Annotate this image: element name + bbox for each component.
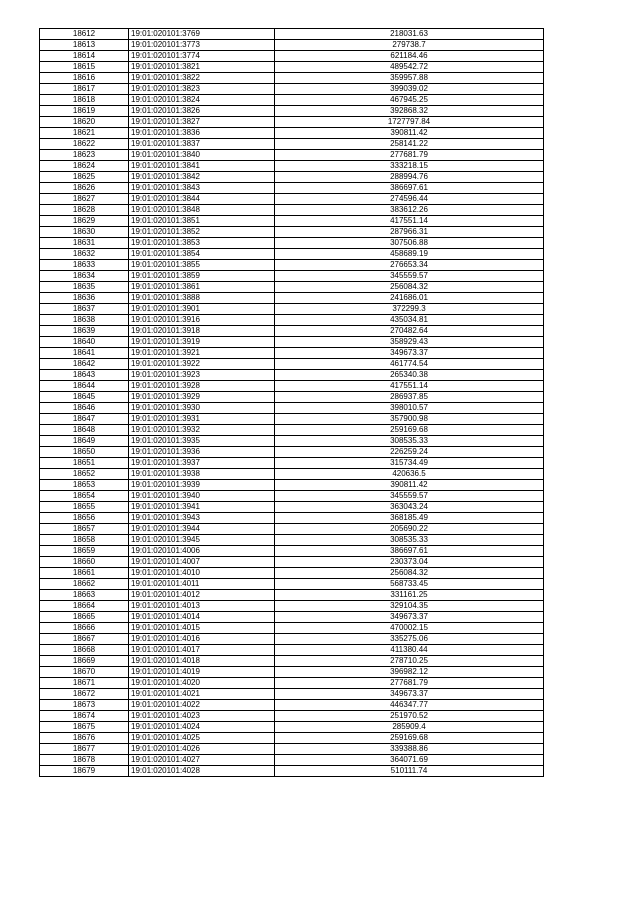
row-number-cell: 18621 <box>40 128 129 139</box>
cadastral-value-cell: 331161.25 <box>275 590 544 601</box>
cadastral-value-cell: 345559.57 <box>275 271 544 282</box>
row-number-cell: 18645 <box>40 392 129 403</box>
table-row <box>40 447 544 458</box>
cadastral-number-cell: 19:01:020101:3940 <box>129 491 275 502</box>
row-number-cell: 18618 <box>40 95 129 106</box>
row-number-cell: 18644 <box>40 381 129 392</box>
table-row <box>40 612 544 623</box>
cadastral-value-cell: 399039.02 <box>275 84 544 95</box>
row-number-cell: 18656 <box>40 513 129 524</box>
row-number-cell: 18625 <box>40 172 129 183</box>
cadastral-value-cell: 339388.86 <box>275 744 544 755</box>
cadastral-value-cell: 372299.3 <box>275 304 544 315</box>
cadastral-value-cell: 251970.52 <box>275 711 544 722</box>
cadastral-number-cell: 19:01:020101:3930 <box>129 403 275 414</box>
row-number-cell: 18624 <box>40 161 129 172</box>
cadastral-number-cell: 19:01:020101:3901 <box>129 304 275 315</box>
table-row <box>40 194 544 205</box>
table-row <box>40 40 544 51</box>
cadastral-number-cell: 19:01:020101:3837 <box>129 139 275 150</box>
cadastral-value-cell: 226259.24 <box>275 447 544 458</box>
row-number-cell: 18677 <box>40 744 129 755</box>
cadastral-value-cell: 285909.4 <box>275 722 544 733</box>
row-number-cell: 18670 <box>40 667 129 678</box>
table-row <box>40 656 544 667</box>
cadastral-number-cell: 19:01:020101:4021 <box>129 689 275 700</box>
cadastral-value-cell: 335275.06 <box>275 634 544 645</box>
table-row <box>40 238 544 249</box>
cadastral-value-cell: 265340.38 <box>275 370 544 381</box>
cadastral-value-cell: 411380.44 <box>275 645 544 656</box>
table-row <box>40 546 544 557</box>
row-number-cell: 18637 <box>40 304 129 315</box>
row-number-cell: 18628 <box>40 205 129 216</box>
cadastral-number-cell: 19:01:020101:4025 <box>129 733 275 744</box>
table-row <box>40 733 544 744</box>
cadastral-value-cell: 308535.33 <box>275 436 544 447</box>
table-row <box>40 150 544 161</box>
cadastral-value-cell: 470002.15 <box>275 623 544 634</box>
table-row <box>40 645 544 656</box>
cadastral-number-cell: 19:01:020101:3941 <box>129 502 275 513</box>
cadastral-number-cell: 19:01:020101:3836 <box>129 128 275 139</box>
row-number-cell: 18633 <box>40 260 129 271</box>
row-number-cell: 18632 <box>40 249 129 260</box>
cadastral-value-cell: 363043.24 <box>275 502 544 513</box>
table-row <box>40 381 544 392</box>
cadastral-number-cell: 19:01:020101:3932 <box>129 425 275 436</box>
table-row <box>40 491 544 502</box>
cadastral-number-cell: 19:01:020101:3822 <box>129 73 275 84</box>
row-number-cell: 18617 <box>40 84 129 95</box>
table-row <box>40 172 544 183</box>
row-number-cell: 18635 <box>40 282 129 293</box>
cadastral-number-cell: 19:01:020101:3821 <box>129 62 275 73</box>
row-number-cell: 18654 <box>40 491 129 502</box>
row-number-cell: 18629 <box>40 216 129 227</box>
cadastral-number-cell: 19:01:020101:4028 <box>129 766 275 777</box>
row-number-cell: 18640 <box>40 337 129 348</box>
row-number-cell: 18623 <box>40 150 129 161</box>
cadastral-value-cell: 398010.57 <box>275 403 544 414</box>
cadastral-value-cell: 308535.33 <box>275 535 544 546</box>
row-number-cell: 18669 <box>40 656 129 667</box>
cadastral-number-cell: 19:01:020101:4014 <box>129 612 275 623</box>
table-row <box>40 601 544 612</box>
cadastral-value-cell: 286937.85 <box>275 392 544 403</box>
cadastral-number-cell: 19:01:020101:4023 <box>129 711 275 722</box>
row-number-cell: 18659 <box>40 546 129 557</box>
row-number-cell: 18626 <box>40 183 129 194</box>
row-number-cell: 18638 <box>40 315 129 326</box>
table-row <box>40 667 544 678</box>
row-number-cell: 18661 <box>40 568 129 579</box>
cadastral-value-cell: 458689.19 <box>275 249 544 260</box>
cadastral-value-cell: 396982.12 <box>275 667 544 678</box>
cadastral-value-cell: 277681.79 <box>275 150 544 161</box>
cadastral-value-cell: 329104.35 <box>275 601 544 612</box>
cadastral-number-cell: 19:01:020101:3827 <box>129 117 275 128</box>
cadastral-value-cell: 349673.37 <box>275 689 544 700</box>
cadastral-number-cell: 19:01:020101:4012 <box>129 590 275 601</box>
row-number-cell: 18655 <box>40 502 129 513</box>
table-row <box>40 359 544 370</box>
cadastral-number-cell: 19:01:020101:4011 <box>129 579 275 590</box>
cadastral-value-cell: 383612.26 <box>275 205 544 216</box>
cadastral-number-cell: 19:01:020101:4022 <box>129 700 275 711</box>
row-number-cell: 18616 <box>40 73 129 84</box>
cadastral-number-cell: 19:01:020101:3842 <box>129 172 275 183</box>
cadastral-value-cell: 315734.49 <box>275 458 544 469</box>
table-row <box>40 216 544 227</box>
table-row <box>40 348 544 359</box>
cadastral-value-cell: 621184.46 <box>275 51 544 62</box>
cadastral-value-cell: 357900.98 <box>275 414 544 425</box>
table-row <box>40 535 544 546</box>
row-number-cell: 18657 <box>40 524 129 535</box>
cadastral-value-cell: 270482.64 <box>275 326 544 337</box>
table-row <box>40 73 544 84</box>
cadastral-number-cell: 19:01:020101:4015 <box>129 623 275 634</box>
cadastral-number-cell: 19:01:020101:4018 <box>129 656 275 667</box>
table-row <box>40 370 544 381</box>
cadastral-number-cell: 19:01:020101:3852 <box>129 227 275 238</box>
table-row <box>40 623 544 634</box>
cadastral-value-cell: 435034.81 <box>275 315 544 326</box>
cadastral-number-cell: 19:01:020101:3923 <box>129 370 275 381</box>
cadastral-value-cell: 259169.68 <box>275 733 544 744</box>
cadastral-number-cell: 19:01:020101:3848 <box>129 205 275 216</box>
cadastral-number-cell: 19:01:020101:3855 <box>129 260 275 271</box>
table-row <box>40 117 544 128</box>
cadastral-value-cell: 288994.76 <box>275 172 544 183</box>
row-number-cell: 18668 <box>40 645 129 656</box>
cadastral-number-cell: 19:01:020101:3841 <box>129 161 275 172</box>
table-row <box>40 568 544 579</box>
cadastral-number-cell: 19:01:020101:3935 <box>129 436 275 447</box>
row-number-cell: 18672 <box>40 689 129 700</box>
cadastral-number-cell: 19:01:020101:4020 <box>129 678 275 689</box>
cadastral-value-cell: 333218.15 <box>275 161 544 172</box>
table-row <box>40 458 544 469</box>
row-number-cell: 18627 <box>40 194 129 205</box>
row-number-cell: 18647 <box>40 414 129 425</box>
table-row <box>40 722 544 733</box>
table-row <box>40 84 544 95</box>
row-number-cell: 18665 <box>40 612 129 623</box>
row-number-cell: 18651 <box>40 458 129 469</box>
cadastral-value-cell: 276653.34 <box>275 260 544 271</box>
cadastral-value-cell: 241686.01 <box>275 293 544 304</box>
cadastral-number-cell: 19:01:020101:3774 <box>129 51 275 62</box>
table-row <box>40 513 544 524</box>
table-row <box>40 293 544 304</box>
cadastral-value-cell: 358929.43 <box>275 337 544 348</box>
table-row <box>40 205 544 216</box>
cadastral-number-cell: 19:01:020101:3918 <box>129 326 275 337</box>
cadastral-value-cell: 349673.37 <box>275 348 544 359</box>
table-row <box>40 524 544 535</box>
table-row <box>40 315 544 326</box>
row-number-cell: 18648 <box>40 425 129 436</box>
row-number-cell: 18613 <box>40 40 129 51</box>
cadastral-number-cell: 19:01:020101:3859 <box>129 271 275 282</box>
cadastral-value-cell: 568733.45 <box>275 579 544 590</box>
cadastral-number-cell: 19:01:020101:3888 <box>129 293 275 304</box>
cadastral-value-cell: 489542.72 <box>275 62 544 73</box>
cadastral-number-cell: 19:01:020101:4010 <box>129 568 275 579</box>
table-row <box>40 414 544 425</box>
cadastral-number-cell: 19:01:020101:3944 <box>129 524 275 535</box>
table-row <box>40 590 544 601</box>
table-row <box>40 227 544 238</box>
cadastral-number-cell: 19:01:020101:3861 <box>129 282 275 293</box>
row-number-cell: 18641 <box>40 348 129 359</box>
row-number-cell: 18666 <box>40 623 129 634</box>
row-number-cell: 18660 <box>40 557 129 568</box>
table-row <box>40 260 544 271</box>
cadastral-number-cell: 19:01:020101:3931 <box>129 414 275 425</box>
row-number-cell: 18612 <box>40 29 129 40</box>
row-number-cell: 18664 <box>40 601 129 612</box>
cadastral-value-cell: 392868.32 <box>275 106 544 117</box>
row-number-cell: 18662 <box>40 579 129 590</box>
table-row <box>40 700 544 711</box>
cadastral-number-cell: 19:01:020101:3938 <box>129 469 275 480</box>
cadastral-value-cell: 510111.74 <box>275 766 544 777</box>
cadastral-value-cell: 390811.42 <box>275 480 544 491</box>
table-row <box>40 161 544 172</box>
cadastral-value-table <box>39 28 544 777</box>
cadastral-number-cell: 19:01:020101:3823 <box>129 84 275 95</box>
table-row <box>40 766 544 777</box>
cadastral-value-cell: 278710.25 <box>275 656 544 667</box>
table-row <box>40 480 544 491</box>
row-number-cell: 18642 <box>40 359 129 370</box>
row-number-cell: 18639 <box>40 326 129 337</box>
table-row <box>40 139 544 150</box>
cadastral-value-cell: 461774.54 <box>275 359 544 370</box>
row-number-cell: 18678 <box>40 755 129 766</box>
row-number-cell: 18619 <box>40 106 129 117</box>
cadastral-value-cell: 349673.37 <box>275 612 544 623</box>
row-number-cell: 18620 <box>40 117 129 128</box>
cadastral-value-cell: 386697.61 <box>275 546 544 557</box>
row-number-cell: 18675 <box>40 722 129 733</box>
cadastral-number-cell: 19:01:020101:3773 <box>129 40 275 51</box>
table-row <box>40 711 544 722</box>
row-number-cell: 18630 <box>40 227 129 238</box>
table-row <box>40 557 544 568</box>
cadastral-number-cell: 19:01:020101:3919 <box>129 337 275 348</box>
row-number-cell: 18614 <box>40 51 129 62</box>
row-number-cell: 18646 <box>40 403 129 414</box>
table-row <box>40 304 544 315</box>
row-number-cell: 18650 <box>40 447 129 458</box>
cadastral-value-cell: 256084.32 <box>275 282 544 293</box>
row-number-cell: 18658 <box>40 535 129 546</box>
row-number-cell: 18631 <box>40 238 129 249</box>
cadastral-value-cell: 1727797.84 <box>275 117 544 128</box>
cadastral-value-cell: 274596.44 <box>275 194 544 205</box>
table-row <box>40 678 544 689</box>
cadastral-number-cell: 19:01:020101:4013 <box>129 601 275 612</box>
cadastral-value-cell: 386697.61 <box>275 183 544 194</box>
row-number-cell: 18622 <box>40 139 129 150</box>
cadastral-number-cell: 19:01:020101:4006 <box>129 546 275 557</box>
table-row <box>40 106 544 117</box>
cadastral-number-cell: 19:01:020101:3939 <box>129 480 275 491</box>
cadastral-number-cell: 19:01:020101:4017 <box>129 645 275 656</box>
cadastral-value-cell: 417551.14 <box>275 381 544 392</box>
cadastral-value-cell: 364071.69 <box>275 755 544 766</box>
table-row <box>40 469 544 480</box>
table-row <box>40 634 544 645</box>
table-row <box>40 62 544 73</box>
cadastral-value-cell: 287966.31 <box>275 227 544 238</box>
row-number-cell: 18663 <box>40 590 129 601</box>
cadastral-number-cell: 19:01:020101:3844 <box>129 194 275 205</box>
cadastral-number-cell: 19:01:020101:4016 <box>129 634 275 645</box>
cadastral-value-cell: 259169.68 <box>275 425 544 436</box>
cadastral-value-cell: 359957.88 <box>275 73 544 84</box>
cadastral-value-cell: 230373.04 <box>275 557 544 568</box>
cadastral-value-cell: 345559.57 <box>275 491 544 502</box>
table-row <box>40 183 544 194</box>
table-row <box>40 51 544 62</box>
cadastral-number-cell: 19:01:020101:3945 <box>129 535 275 546</box>
cadastral-number-cell: 19:01:020101:4019 <box>129 667 275 678</box>
table-row <box>40 425 544 436</box>
cadastral-number-cell: 19:01:020101:3826 <box>129 106 275 117</box>
cadastral-value-cell: 368185.49 <box>275 513 544 524</box>
row-number-cell: 18671 <box>40 678 129 689</box>
cadastral-number-cell: 19:01:020101:3769 <box>129 29 275 40</box>
row-number-cell: 18679 <box>40 766 129 777</box>
cadastral-value-cell: 279738.7 <box>275 40 544 51</box>
cadastral-number-cell: 19:01:020101:3936 <box>129 447 275 458</box>
row-number-cell: 18676 <box>40 733 129 744</box>
cadastral-number-cell: 19:01:020101:3916 <box>129 315 275 326</box>
cadastral-value-cell: 256084.32 <box>275 568 544 579</box>
cadastral-number-cell: 19:01:020101:3922 <box>129 359 275 370</box>
row-number-cell: 18667 <box>40 634 129 645</box>
table-row <box>40 128 544 139</box>
cadastral-number-cell: 19:01:020101:3853 <box>129 238 275 249</box>
row-number-cell: 18653 <box>40 480 129 491</box>
cadastral-number-cell: 19:01:020101:4024 <box>129 722 275 733</box>
row-number-cell: 18615 <box>40 62 129 73</box>
cadastral-value-cell: 218031.63 <box>275 29 544 40</box>
row-number-cell: 18636 <box>40 293 129 304</box>
cadastral-value-cell: 420636.5 <box>275 469 544 480</box>
table-row <box>40 29 544 40</box>
cadastral-number-cell: 19:01:020101:3851 <box>129 216 275 227</box>
cadastral-value-cell: 417551.14 <box>275 216 544 227</box>
cadastral-number-cell: 19:01:020101:4026 <box>129 744 275 755</box>
table-row <box>40 271 544 282</box>
cadastral-number-cell: 19:01:020101:3843 <box>129 183 275 194</box>
cadastral-number-cell: 19:01:020101:3840 <box>129 150 275 161</box>
cadastral-number-cell: 19:01:020101:3824 <box>129 95 275 106</box>
cadastral-value-cell: 277681.79 <box>275 678 544 689</box>
cadastral-number-cell: 19:01:020101:3937 <box>129 458 275 469</box>
table-row <box>40 282 544 293</box>
row-number-cell: 18674 <box>40 711 129 722</box>
table-row <box>40 249 544 260</box>
cadastral-number-cell: 19:01:020101:3943 <box>129 513 275 524</box>
row-number-cell: 18673 <box>40 700 129 711</box>
table-body <box>40 29 544 777</box>
table-row <box>40 326 544 337</box>
table-row <box>40 755 544 766</box>
cadastral-number-cell: 19:01:020101:4027 <box>129 755 275 766</box>
table-row <box>40 95 544 106</box>
cadastral-number-cell: 19:01:020101:3928 <box>129 381 275 392</box>
cadastral-number-cell: 19:01:020101:3929 <box>129 392 275 403</box>
cadastral-number-cell: 19:01:020101:4007 <box>129 557 275 568</box>
cadastral-value-cell: 205690.22 <box>275 524 544 535</box>
table-row <box>40 337 544 348</box>
cadastral-number-cell: 19:01:020101:3921 <box>129 348 275 359</box>
table-row <box>40 436 544 447</box>
row-number-cell: 18634 <box>40 271 129 282</box>
cadastral-value-cell: 467945.25 <box>275 95 544 106</box>
table-row <box>40 392 544 403</box>
table-row <box>40 403 544 414</box>
table-row <box>40 502 544 513</box>
cadastral-value-cell: 307506.88 <box>275 238 544 249</box>
table-row <box>40 744 544 755</box>
row-number-cell: 18649 <box>40 436 129 447</box>
table-row <box>40 689 544 700</box>
table-row <box>40 579 544 590</box>
row-number-cell: 18652 <box>40 469 129 480</box>
cadastral-value-cell: 446347.77 <box>275 700 544 711</box>
cadastral-number-cell: 19:01:020101:3854 <box>129 249 275 260</box>
row-number-cell: 18643 <box>40 370 129 381</box>
cadastral-value-cell: 258141.22 <box>275 139 544 150</box>
cadastral-value-cell: 390811.42 <box>275 128 544 139</box>
